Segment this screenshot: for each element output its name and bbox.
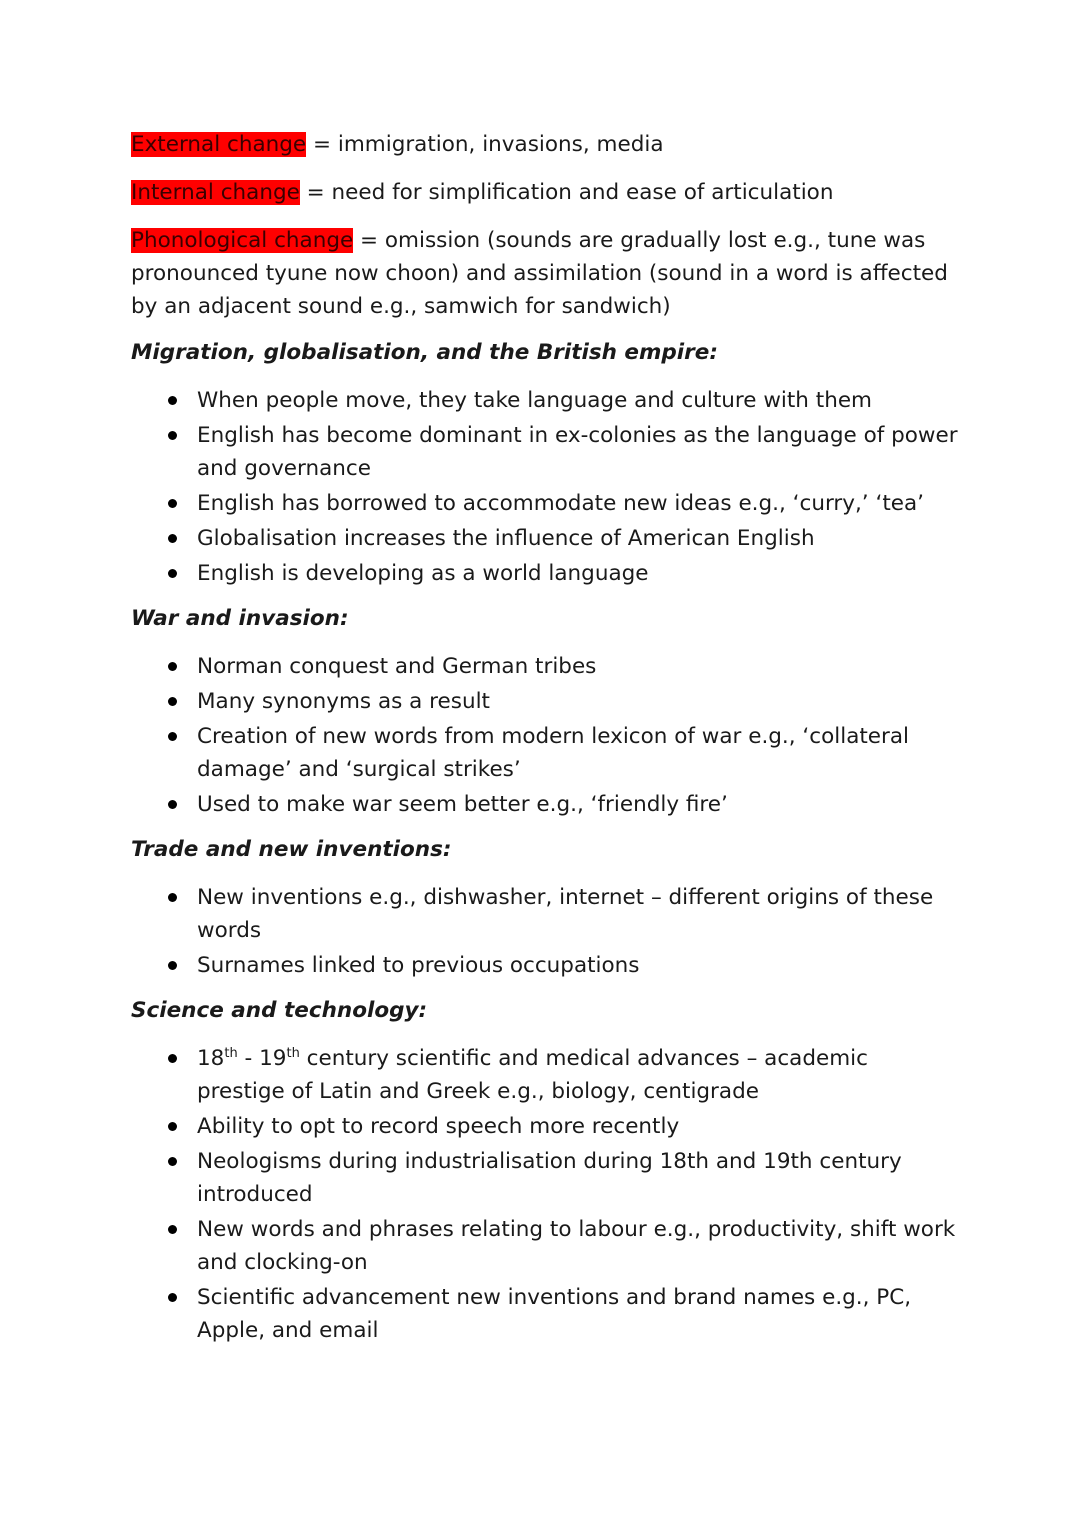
- definition-external-change: [131, 128, 960, 161]
- list-item: Used to make war seem better e.g., ‘friendly fire’: [131, 788, 960, 821]
- bullet-list-war: [131, 650, 960, 821]
- list-item: 18th - 19th century scientific and medical advances – academic prestige of Latin and Greek e.g., biology, centigrade: [131, 1042, 960, 1108]
- bullet-icon: [168, 961, 177, 970]
- bullet-icon: [168, 396, 177, 405]
- bullet-icon: [168, 1157, 177, 1166]
- section-heading-war: War and invasion:: [131, 606, 349, 631]
- list-item: Ability to opt to record speech more recently: [131, 1110, 960, 1143]
- list-item: Surnames linked to previous occupations: [131, 949, 960, 982]
- list-item: Scientific advancement new inventions and brand names e.g., PC, Apple, and email: [131, 1281, 960, 1347]
- bullet-icon: [168, 569, 177, 578]
- bullet-icon: [168, 431, 177, 440]
- bullet-icon: [168, 893, 177, 902]
- bullet-list-migration: [131, 384, 960, 590]
- section-heading-trade: Trade and new inventions:: [131, 837, 452, 862]
- bullet-icon: [168, 1054, 177, 1063]
- list-item: Creation of new words from modern lexicon of war e.g., ‘collateral damage’ and ‘surgical strikes’: [131, 720, 960, 786]
- list-item: When people move, they take language and culture with them: [131, 384, 960, 417]
- list-item: New inventions e.g., dishwasher, internet – different origins of these words: [131, 881, 960, 947]
- highlighted-term: External change: [131, 132, 307, 157]
- bullet-icon: [168, 1293, 177, 1302]
- bullet-icon: [168, 732, 177, 741]
- bullet-icon: [168, 662, 177, 671]
- bullet-icon: [168, 800, 177, 809]
- list-item: English is developing as a world language: [131, 557, 960, 590]
- list-item: Neologisms during industrialisation during 18th and 19th century introduced: [131, 1145, 960, 1211]
- definition-text: = omission (sounds are gradually lost e.g., tune was pronounced tyune now choon) and assimilation (sound in a word is affected by an adjacent sound e.g., samwich for sandwich): [131, 228, 948, 319]
- section-heading-migration: Migration, globalisation, and the British empire:: [131, 340, 718, 365]
- definition-internal-change: [131, 176, 960, 209]
- bullet-list-trade: [131, 881, 960, 982]
- list-item: English has become dominant in ex-colonies as the language of power and governance: [131, 419, 960, 485]
- bullet-icon: [168, 697, 177, 706]
- section-heading-science: Science and technology:: [131, 998, 428, 1023]
- list-item: Norman conquest and German tribes: [131, 650, 960, 683]
- list-item: English has borrowed to accommodate new ideas e.g., ‘curry,’ ‘tea’: [131, 487, 960, 520]
- highlighted-term: Phonological change: [131, 228, 354, 253]
- bullet-icon: [168, 1122, 177, 1131]
- bullet-icon: [168, 499, 177, 508]
- bullet-icon: [168, 534, 177, 543]
- list-item: Many synonyms as a result: [131, 685, 960, 718]
- definition-text: = need for simplification and ease of articulation: [299, 180, 834, 205]
- list-item: Globalisation increases the influence of American English: [131, 522, 960, 555]
- definition-phonological-change: [131, 224, 960, 323]
- bullet-icon: [168, 1225, 177, 1234]
- highlighted-term: Internal change: [131, 180, 300, 205]
- definition-text: = immigration, invasions, media: [306, 132, 664, 157]
- list-item: New words and phrases relating to labour e.g., productivity, shift work and clocking-on: [131, 1213, 960, 1279]
- bullet-list-science: [131, 1042, 960, 1347]
